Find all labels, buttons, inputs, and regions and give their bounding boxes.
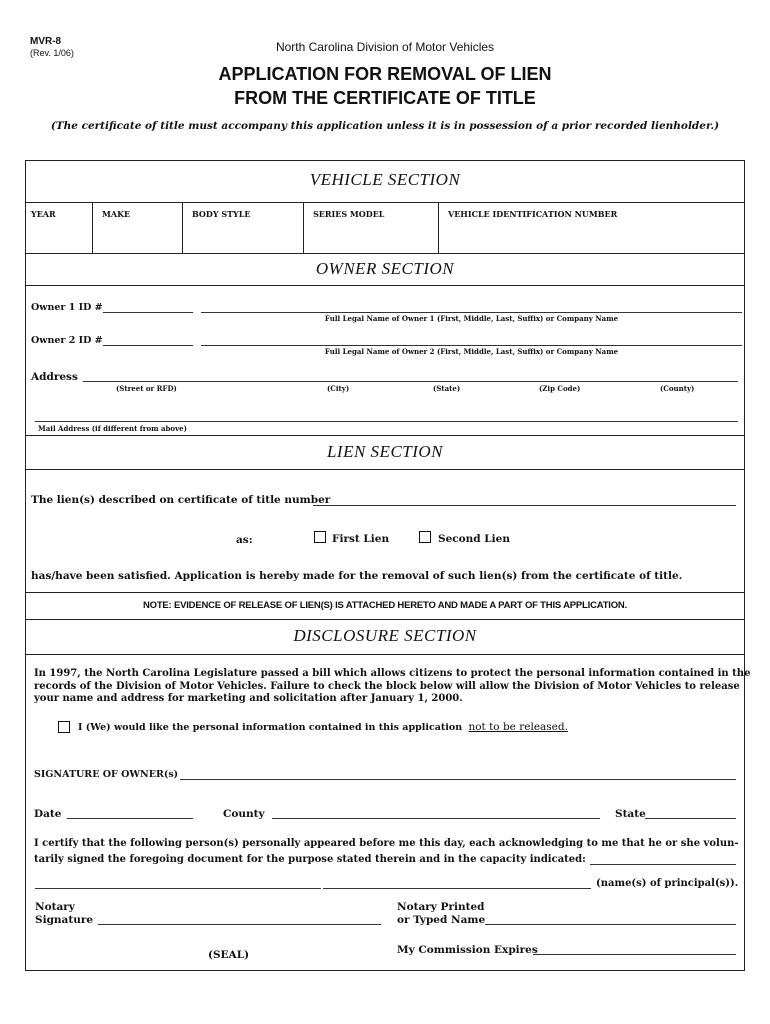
address-label: Address xyxy=(31,371,78,383)
column-vin: VEHICLE IDENTIFICATION NUMBER xyxy=(448,209,618,219)
county-field[interactable] xyxy=(272,818,600,819)
state-label: State xyxy=(615,808,646,820)
notary-signature-label-line1: Notary xyxy=(35,901,75,913)
mail-address-caption: Mail Address (if different from above) xyxy=(38,424,187,433)
opt-out-label: I (We) would like the personal information contained in this application xyxy=(78,722,463,733)
zip-caption: (Zip Code) xyxy=(539,384,581,393)
series-model-field[interactable] xyxy=(304,222,437,252)
satisfied-statement: has/have been satisfied. Application is hereby made for the removal of such lien(s) from the certificate of title. xyxy=(31,570,683,582)
city-caption: (City) xyxy=(327,384,350,393)
certificate-number-label: The lien(s) described on certificate of title number xyxy=(31,494,331,506)
principals-label: (name(s) of principal(s)). xyxy=(596,878,739,889)
state-caption: (State) xyxy=(433,384,461,393)
state-field[interactable] xyxy=(645,818,736,819)
county-caption: (County) xyxy=(660,384,695,393)
county-label: County xyxy=(223,808,265,820)
first-lien-checkbox[interactable] xyxy=(314,531,326,543)
date-label: Date xyxy=(34,808,62,820)
owner-signature-label: SIGNATURE OF OWNER(s) xyxy=(34,769,179,780)
certificate-number-field[interactable] xyxy=(313,505,736,506)
commission-expires-label: My Commission Expires xyxy=(397,944,538,956)
opt-out-checkbox[interactable] xyxy=(58,721,70,733)
form-number: MVR-8 xyxy=(30,36,62,47)
as-label: as: xyxy=(236,534,253,546)
owner1-name-caption: Full Legal Name of Owner 1 (First, Middle, Last, Suffix) or Company Name xyxy=(324,314,619,323)
second-lien-label: Second Lien xyxy=(438,533,510,545)
agency-name: North Carolina Division of Motor Vehicles xyxy=(275,40,495,54)
mail-address-field[interactable] xyxy=(35,421,738,422)
notary-signature-field[interactable] xyxy=(98,924,381,925)
column-series-model: SERIES MODEL xyxy=(313,209,385,219)
address-field[interactable] xyxy=(83,381,738,382)
principal-name-field-2[interactable] xyxy=(35,888,321,889)
owner1-id-label: Owner 1 ID # xyxy=(31,302,103,313)
second-lien-checkbox[interactable] xyxy=(419,531,431,543)
notary-printed-label-line1: Notary Printed xyxy=(397,901,485,913)
form-border xyxy=(25,160,745,971)
owner2-name-caption: Full Legal Name of Owner 2 (First, Middle, Last, Suffix) or Company Name xyxy=(324,347,619,356)
make-field[interactable] xyxy=(93,222,181,252)
first-lien-label: First Lien xyxy=(332,533,390,545)
notary-printed-name-field[interactable] xyxy=(485,924,736,925)
disclosure-section-title: DISCLOSURE SECTION xyxy=(293,626,477,645)
date-field[interactable] xyxy=(67,818,193,819)
vehicle-section-title: VEHICLE SECTION xyxy=(309,170,461,189)
principal-name-field-1[interactable] xyxy=(590,864,736,865)
owner-signature-field[interactable] xyxy=(180,779,736,780)
form-title-line2: FROM THE CERTIFICATE OF TITLE xyxy=(234,88,536,108)
vin-field[interactable] xyxy=(439,222,744,252)
disclosure-paragraph-line1: In 1997, the North Carolina Legislature passed a bill which allows citizens to protect the personal information contained in the xyxy=(34,668,751,679)
owner1-name-field[interactable] xyxy=(201,312,742,313)
body-style-field[interactable] xyxy=(183,222,302,252)
form-title-line1: APPLICATION FOR REMOVAL OF LIEN xyxy=(218,64,552,84)
owner2-id-label: Owner 2 ID # xyxy=(31,335,103,346)
commission-expires-field[interactable] xyxy=(533,954,736,955)
owner-section-title: OWNER SECTION xyxy=(315,259,455,278)
owner2-id-field[interactable] xyxy=(103,345,193,346)
notary-printed-label-line2: or Typed Name xyxy=(397,914,486,926)
owner2-name-field[interactable] xyxy=(201,345,742,346)
street-caption: (Street or RFD) xyxy=(116,384,177,393)
disclosure-paragraph-line3: your name and address for marketing and solicitation after January 1, 2000. xyxy=(34,693,463,704)
column-make: MAKE xyxy=(102,209,131,219)
owner1-id-field[interactable] xyxy=(103,312,193,313)
title-note: (The certificate of title must accompany this application unless it is in possession of a prior recorded lienholder.) xyxy=(50,120,720,132)
year-field[interactable] xyxy=(26,222,91,252)
certify-line2: tarily signed the foregoing document for the purpose stated therein and in the capacity indicated: xyxy=(34,854,586,865)
form-revision: (Rev. 1/06) xyxy=(30,48,74,58)
disclosure-paragraph-line2: records of the Division of Motor Vehicles. Failure to check the block below will allow the Division of Motor Vehicles to release xyxy=(34,681,740,692)
notary-signature-label-line2: Signature xyxy=(35,914,94,926)
column-year: YEAR xyxy=(31,209,56,219)
release-note: NOTE: EVIDENCE OF RELEASE OF LIEN(S) IS ATTACHED HERETO AND MADE A PART OF THIS APPLICATION. xyxy=(142,600,628,611)
lien-section-title: LIEN SECTION xyxy=(326,442,444,461)
opt-out-emphasis: not to be released. xyxy=(468,721,568,733)
seal-label: (SEAL) xyxy=(208,949,250,961)
column-body-style: BODY STYLE xyxy=(192,209,251,219)
principal-name-field-3[interactable] xyxy=(323,888,591,889)
opt-out-row xyxy=(78,721,568,733)
certify-line1: I certify that the following person(s) personally appeared before me this day, each acknowledging to me that he or she volun- xyxy=(34,838,739,849)
